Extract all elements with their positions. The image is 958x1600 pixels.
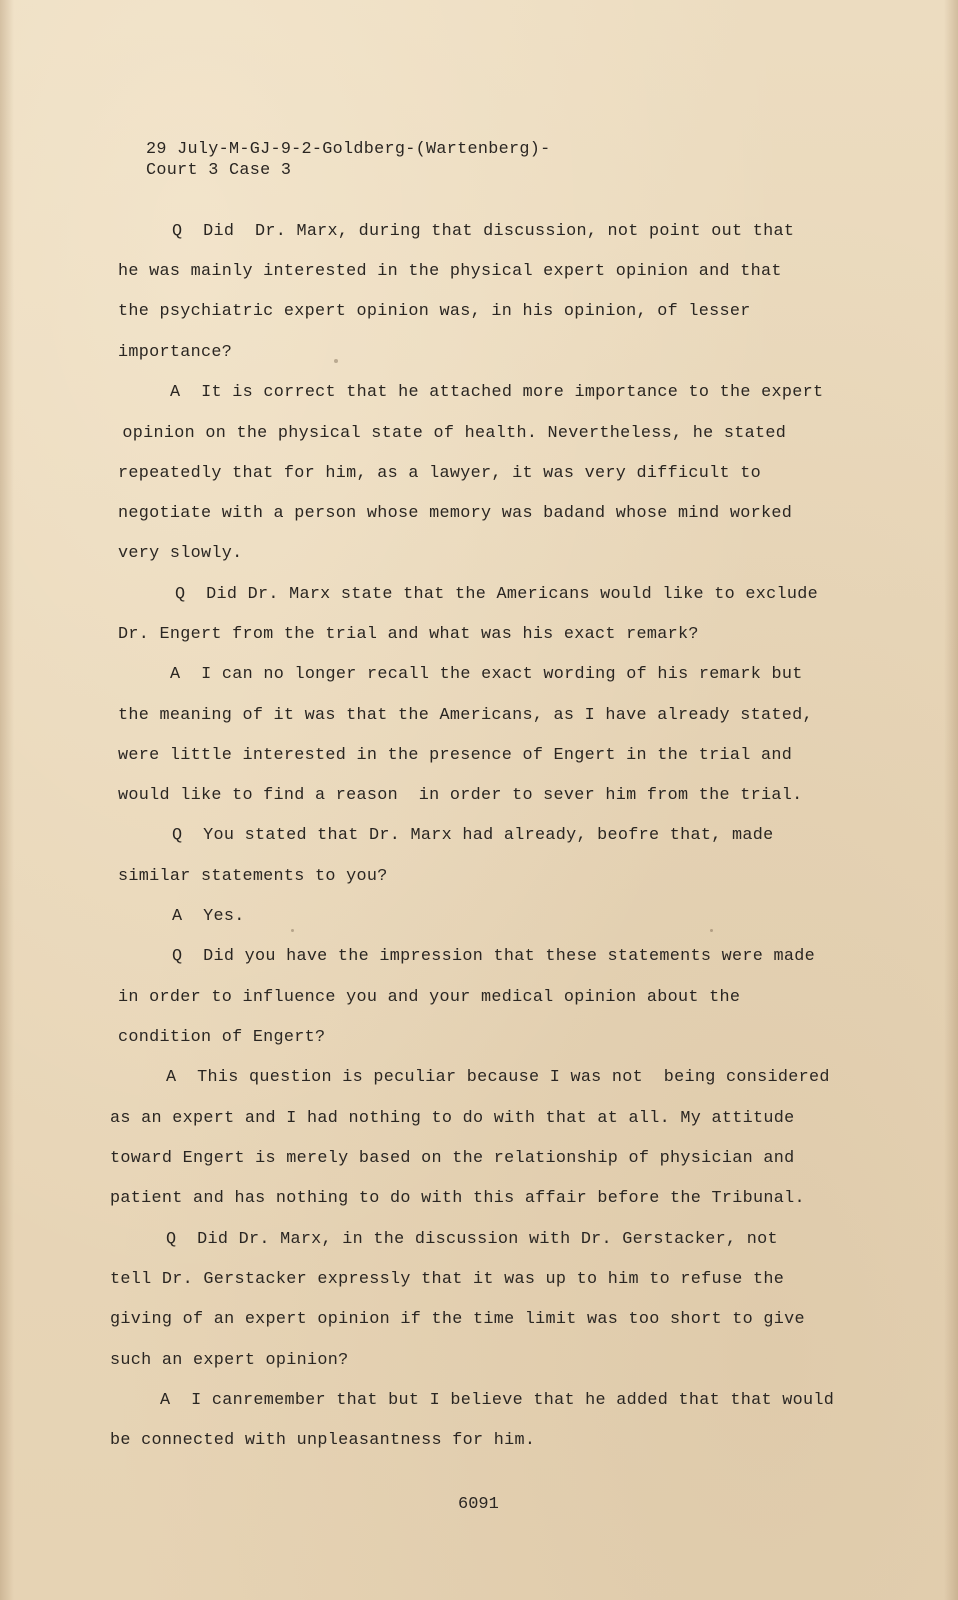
body-line: were little interested in the presence of Engert in the trial and	[118, 746, 793, 765]
body-line: toward Engert is merely based on the relationship of physician and	[110, 1149, 795, 1168]
body-line: he was mainly interested in the physical expert opinion and that	[118, 262, 782, 281]
body-line: condition of Engert?	[118, 1028, 326, 1047]
body-line: be connected with unpleasantness for him.	[110, 1431, 536, 1450]
body-line: repeatedly that for him, as a lawyer, it was very difficult to	[118, 464, 761, 483]
body-line: A I canremember that but I believe that he added that that would	[160, 1391, 835, 1410]
body-line: A This question is peculiar because I was not being considered	[166, 1068, 830, 1087]
body-line: giving of an expert opinion if the time limit was too short to give	[110, 1310, 805, 1329]
body-line: tell Dr. Gerstacker expressly that it was up to him to refuse the	[110, 1270, 785, 1289]
body-line: the psychiatric expert opinion was, in his opinion, of lesser	[118, 302, 751, 321]
body-line: as an expert and I had nothing to do with that at all. My attitude	[110, 1109, 795, 1128]
header-line-2: Court 3 Case 3	[146, 161, 292, 180]
header-line-1: 29 July-M-GJ-9-2-Goldberg-(Wartenberg)-	[146, 140, 551, 159]
body-line: opinion on the physical state of health. Nevertheless, he stated	[112, 424, 787, 443]
body-line: A I can no longer recall the exact wording of his remark but	[170, 665, 803, 684]
paper-speck	[334, 359, 338, 363]
body-line: patient and has nothing to do with this affair before the Tribunal.	[110, 1189, 805, 1208]
body-line: A It is correct that he attached more importance to the expert	[170, 383, 824, 402]
page-number: 6091	[458, 1495, 499, 1514]
body-line: would like to find a reason in order to sever him from the trial.	[118, 786, 803, 805]
body-line: Q Did Dr. Marx, in the discussion with Dr. Gerstacker, not	[166, 1230, 778, 1249]
body-line: Dr. Engert from the trial and what was his exact remark?	[118, 625, 699, 644]
body-line: Q You stated that Dr. Marx had already, beofre that, made	[172, 826, 774, 845]
body-line: the meaning of it was that the Americans, as I have already stated,	[118, 706, 813, 725]
body-line: Q Did you have the impression that these statements were made	[172, 947, 815, 966]
body-line: such an expert opinion?	[110, 1351, 349, 1370]
page-edge-right	[944, 0, 958, 1600]
body-line: negotiate with a person whose memory was badand whose mind worked	[118, 504, 793, 523]
body-line: very slowly.	[118, 544, 243, 563]
body-line: A Yes.	[172, 907, 245, 926]
body-line: in order to influence you and your medical opinion about the	[118, 988, 741, 1007]
body-line: similar statements to you?	[118, 867, 388, 886]
body-line: importance?	[118, 343, 233, 362]
body-line: Q Did Dr. Marx state that the Americans would like to exclude	[175, 585, 818, 604]
paper-speck	[710, 929, 713, 932]
body-line: Q Did Dr. Marx, during that discussion, not point out that	[172, 222, 795, 241]
page-edge-left	[0, 0, 14, 1600]
paper-speck	[291, 929, 294, 932]
